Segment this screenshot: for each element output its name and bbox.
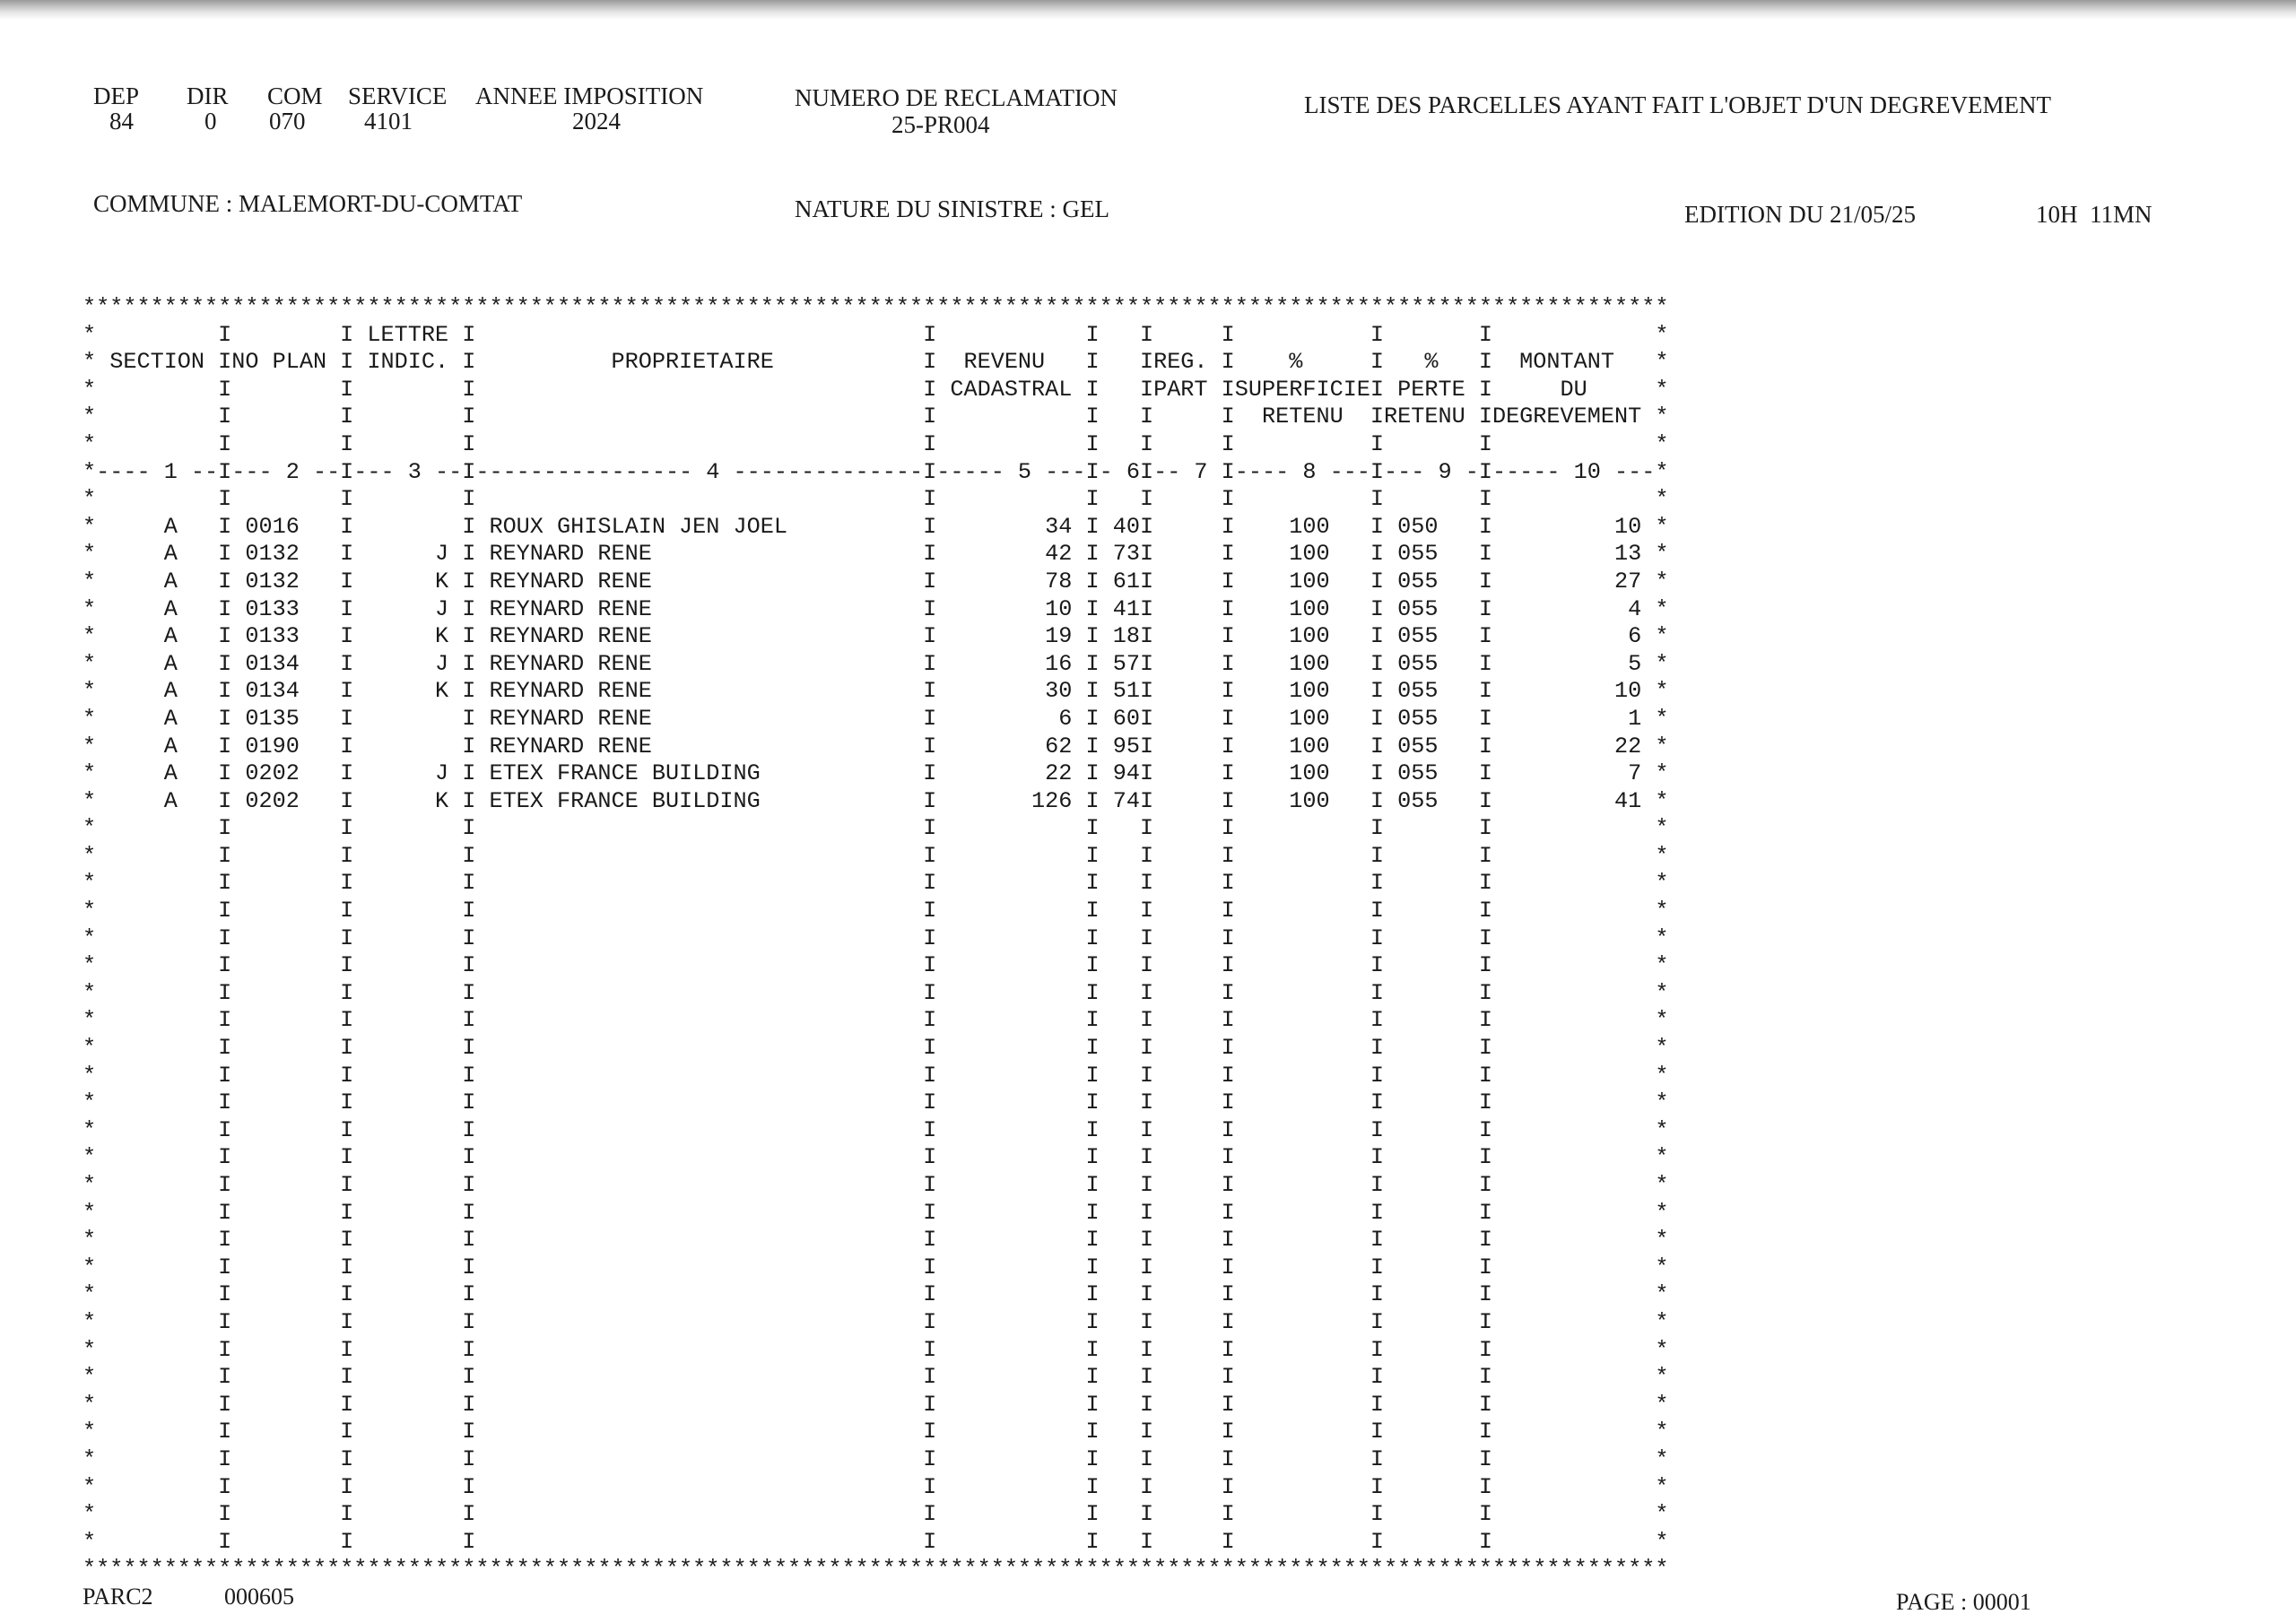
blank-row: * I I I I I I I I I * bbox=[83, 1419, 1669, 1445]
run-code: 000605 bbox=[224, 1584, 294, 1610]
table-row: * A I 0132 I K I REYNARD RENE I 78 I 61I I 100 I 055 I 27 * bbox=[83, 568, 1669, 595]
service-value: 4101 bbox=[364, 108, 413, 135]
dir-value: 0 bbox=[204, 108, 217, 135]
table-row: * A I 0134 I J I REYNARD RENE I 16 I 57I I 100 I 055 I 5 * bbox=[83, 650, 1669, 677]
column-header-line: * SECTION INO PLAN I INDIC. I PROPRIETAIRE I REVENU I IREG. I % I % I MONTANT * bbox=[83, 349, 1669, 376]
table-row: * A I 0190 I I REYNARD RENE I 62 I 95I I 100 I 055 I 22 * bbox=[83, 733, 1669, 759]
dir-label: DIR bbox=[187, 82, 229, 109]
column-header-line: * I I LETTRE I I I I I I I * bbox=[83, 321, 1669, 348]
blank-row: * I I I I I I I I I * bbox=[83, 924, 1669, 951]
column-number-line: *---- 1 --I--- 2 --I--- 3 --I---------------- 4 --------------I----- 5 ---I- 6I-- 7 I---- 8 ---I--- 9 -I----- 10 ---* bbox=[83, 458, 1669, 485]
reclamation-value: 25-PR004 bbox=[891, 111, 990, 138]
blank-row: * I I I I I I I I I * bbox=[83, 952, 1669, 979]
blank-row: * I I I I I I I I I * bbox=[83, 1308, 1669, 1335]
blank-row: * I I I I I I I I I * bbox=[83, 1364, 1669, 1391]
blank-row: * I I I I I I I I I * bbox=[83, 1007, 1669, 1034]
table-row: * A I 0132 I J I REYNARD RENE I 42 I 73I I 100 I 055 I 13 * bbox=[83, 541, 1669, 568]
column-header-line: * I I I I I I I RETENU IRETENU IDEGREVEMENT * bbox=[83, 404, 1669, 430]
nature-sinistre: NATURE DU SINISTRE : GEL bbox=[795, 195, 1109, 222]
spacer-line: * I I I I I I I I I * bbox=[83, 486, 1669, 513]
blank-row: * I I I I I I I I I * bbox=[83, 842, 1669, 869]
blank-row: * I I I I I I I I I * bbox=[83, 1254, 1669, 1280]
service-label: SERVICE bbox=[348, 82, 448, 109]
table-row: * A I 0135 I I REYNARD RENE I 6 I 60I I 100 I 055 I 1 * bbox=[83, 705, 1669, 732]
table-row: * A I 0202 I K I ETEX FRANCE BUILDING I 126 I 74I I 100 I 055 I 41 * bbox=[83, 787, 1669, 814]
page-number: PAGE : 00001 bbox=[1896, 1589, 2031, 1615]
table-row: * A I 0133 I K I REYNARD RENE I 19 I 18I I 100 I 055 I 6 * bbox=[83, 623, 1669, 650]
blank-row: * I I I I I I I I I * bbox=[83, 1035, 1669, 1062]
edition-date: EDITION DU 21/05/25 bbox=[1684, 201, 1916, 228]
column-header-line: * I I I I CADASTRAL I IPART ISUPERFICIEI PERTE I DU * bbox=[83, 376, 1669, 403]
table-row: * A I 0016 I I ROUX GHISLAIN JEN JOEL I 34 I 40I I 100 I 050 I 10 * bbox=[83, 513, 1669, 540]
table-row: * A I 0134 I K I REYNARD RENE I 30 I 51I I 100 I 055 I 10 * bbox=[83, 678, 1669, 705]
dep-label: DEP bbox=[93, 82, 140, 109]
com-value: 070 bbox=[269, 108, 306, 135]
blank-row: * I I I I I I I I I * bbox=[83, 1528, 1669, 1555]
blank-row: * I I I I I I I I I * bbox=[83, 1445, 1669, 1472]
blank-row: * I I I I I I I I I * bbox=[83, 1062, 1669, 1089]
blank-row: * I I I I I I I I I * bbox=[83, 1227, 1669, 1254]
blank-row: * I I I I I I I I I * bbox=[83, 1172, 1669, 1198]
blank-row: * I I I I I I I I I * bbox=[83, 1473, 1669, 1500]
column-header-line: * I I I I I I I I I * bbox=[83, 430, 1669, 457]
blank-row: * I I I I I I I I I * bbox=[83, 1144, 1669, 1171]
blank-row: * I I I I I I I I I * bbox=[83, 1089, 1669, 1116]
parcel-listing bbox=[83, 294, 1668, 1584]
edition-time: 10H 11MN bbox=[2036, 201, 2152, 228]
blank-row: * I I I I I I I I I * bbox=[83, 870, 1669, 897]
border-line: ********************************************************************************************************************* bbox=[83, 294, 1669, 320]
report-title: LISTE DES PARCELLES AYANT FAIT L'OBJET D'UN DEGREVEMENT bbox=[1304, 91, 2052, 118]
blank-row: * I I I I I I I I I * bbox=[83, 979, 1669, 1006]
blank-row: * I I I I I I I I I * bbox=[83, 815, 1669, 842]
blank-row: * I I I I I I I I I * bbox=[83, 1281, 1669, 1308]
annee-value: 2024 bbox=[572, 108, 621, 135]
blank-row: * I I I I I I I I I * bbox=[83, 1391, 1669, 1418]
com-label: COM bbox=[267, 82, 323, 109]
blank-row: * I I I I I I I I I * bbox=[83, 1199, 1669, 1226]
blank-row: * I I I I I I I I I * bbox=[83, 898, 1669, 924]
blank-row: * I I I I I I I I I * bbox=[83, 1501, 1669, 1528]
dep-value: 84 bbox=[109, 108, 134, 135]
table-row: * A I 0133 I J I REYNARD RENE I 10 I 41I I 100 I 055 I 4 * bbox=[83, 595, 1669, 622]
reclamation-label: NUMERO DE RECLAMATION bbox=[795, 84, 1118, 111]
program-code: PARC2 bbox=[83, 1584, 153, 1610]
table-row: * A I 0202 I J I ETEX FRANCE BUILDING I 22 I 94I I 100 I 055 I 7 * bbox=[83, 760, 1669, 787]
blank-row: * I I I I I I I I I * bbox=[83, 1336, 1669, 1363]
scan-edge bbox=[0, 0, 2296, 20]
annee-label: ANNEE IMPOSITION bbox=[475, 82, 704, 109]
border-line: ********************************************************************************************************************* bbox=[83, 1556, 1669, 1583]
commune: COMMUNE : MALEMORT-DU-COMTAT bbox=[93, 190, 523, 217]
blank-row: * I I I I I I I I I * bbox=[83, 1116, 1669, 1143]
